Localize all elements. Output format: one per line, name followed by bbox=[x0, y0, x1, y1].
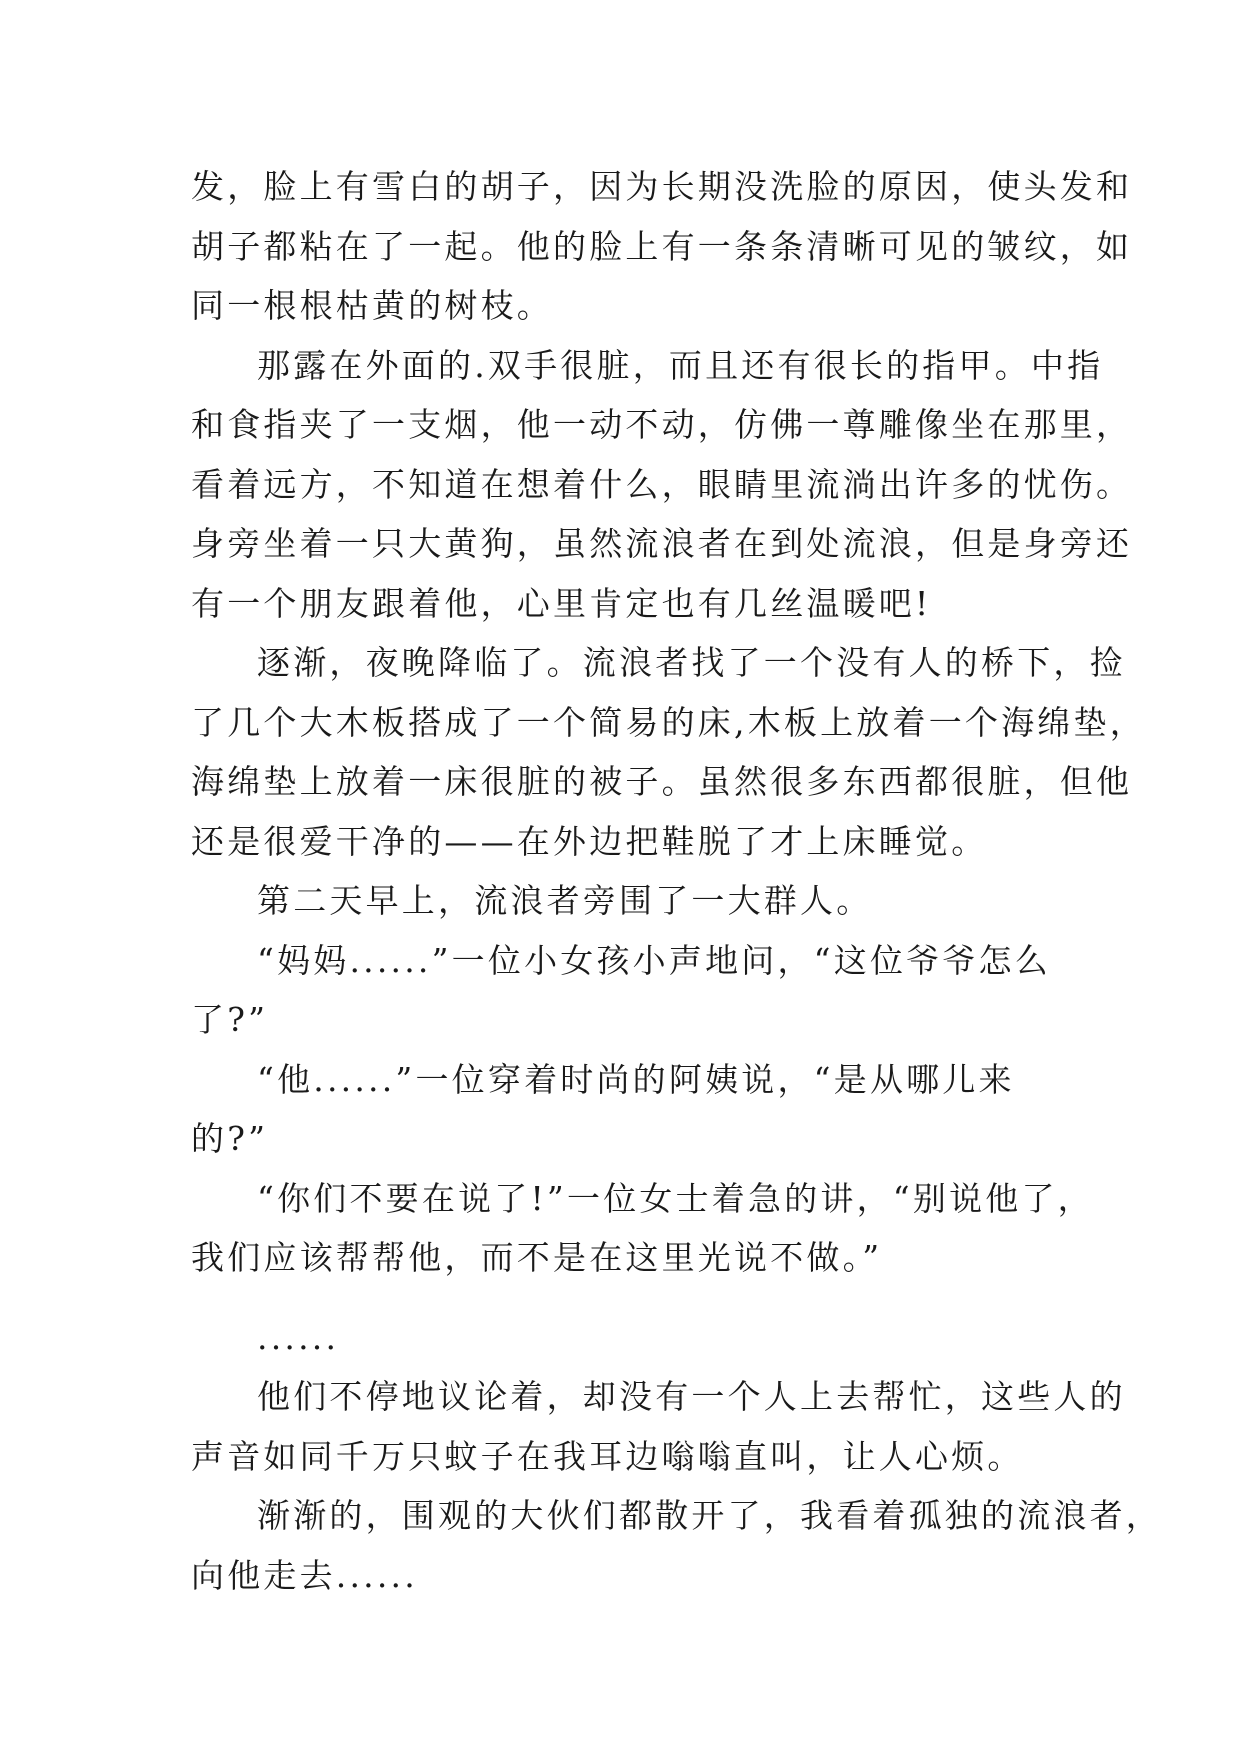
text-line: 渐渐的，围观的大伙们都散开了，我看着孤独的流浪者， bbox=[257, 1496, 1162, 1535]
text-line: “妈妈......”一位小女孩小声地问，“这位爷爷怎么 bbox=[257, 940, 1051, 980]
text-line: 那露在外面的.双手很脏，而且还有很长的指甲。中指 bbox=[257, 345, 1104, 385]
text-line: 有一个朋友跟着他，心里肯定也有几丝温暖吧! bbox=[191, 583, 932, 623]
text-line: “他......”一位穿着时尚的阿姨说，“是从哪儿来 bbox=[257, 1059, 1015, 1099]
text-line: 逐渐，夜晚降临了。流浪者找了一个没有人的桥下，捡 bbox=[257, 643, 1126, 682]
text-line: 身旁坐着一只大黄狗，虽然流浪者在到处流浪，但是身旁还 bbox=[191, 524, 1133, 563]
text-line: 和食指夹了一支烟，他一动不动，仿佛一尊雕像坐在那里， bbox=[191, 405, 1133, 444]
text-line: 第二天早上，流浪者旁围了一大群人。 bbox=[257, 881, 873, 920]
text-line: 发，脸上有雪白的胡子，因为长期没洗脸的原因，使头发和 bbox=[191, 167, 1133, 206]
text-line: 我们应该帮帮他，而不是在这里光说不做。” bbox=[191, 1238, 883, 1277]
text-line: 还是很爱干净的——在外边把鞋脱了才上床睡觉。 bbox=[191, 821, 988, 861]
text-line: 胡子都粘在了一起。他的脸上有一条条清晰可见的皱纹，如 bbox=[191, 226, 1133, 266]
text-line: 向他走去...... bbox=[191, 1555, 418, 1595]
text-line: ...... bbox=[257, 1317, 340, 1357]
text-line: 了几个大木板搭成了一个简易的床,木板上放着一个海绵垫， bbox=[191, 702, 1146, 742]
text-line: 了?” bbox=[191, 1000, 269, 1039]
essay-text bbox=[191, 157, 1162, 1605]
text-line: “你们不要在说了!”一位女士着急的讲，“别说他了， bbox=[257, 1178, 1094, 1218]
text-line: 看着远方，不知道在想着什么，眼睛里流淌出许多的忧伤。 bbox=[191, 464, 1133, 504]
text-line: 海绵垫上放着一床很脏的被子。虽然很多东西都很脏，但他 bbox=[191, 762, 1133, 801]
paragraph-gap bbox=[191, 1288, 1061, 1308]
text-line: 他们不停地议论着，却没有一个人上去帮忙，这些人的 bbox=[257, 1377, 1126, 1416]
text-line: 声音如同千万只蚊子在我耳边嗡嗡直叫，让人心烦。 bbox=[191, 1436, 1024, 1476]
text-line: 的?” bbox=[191, 1119, 269, 1158]
text-line: 同一根根枯黄的树枝。 bbox=[191, 286, 553, 325]
